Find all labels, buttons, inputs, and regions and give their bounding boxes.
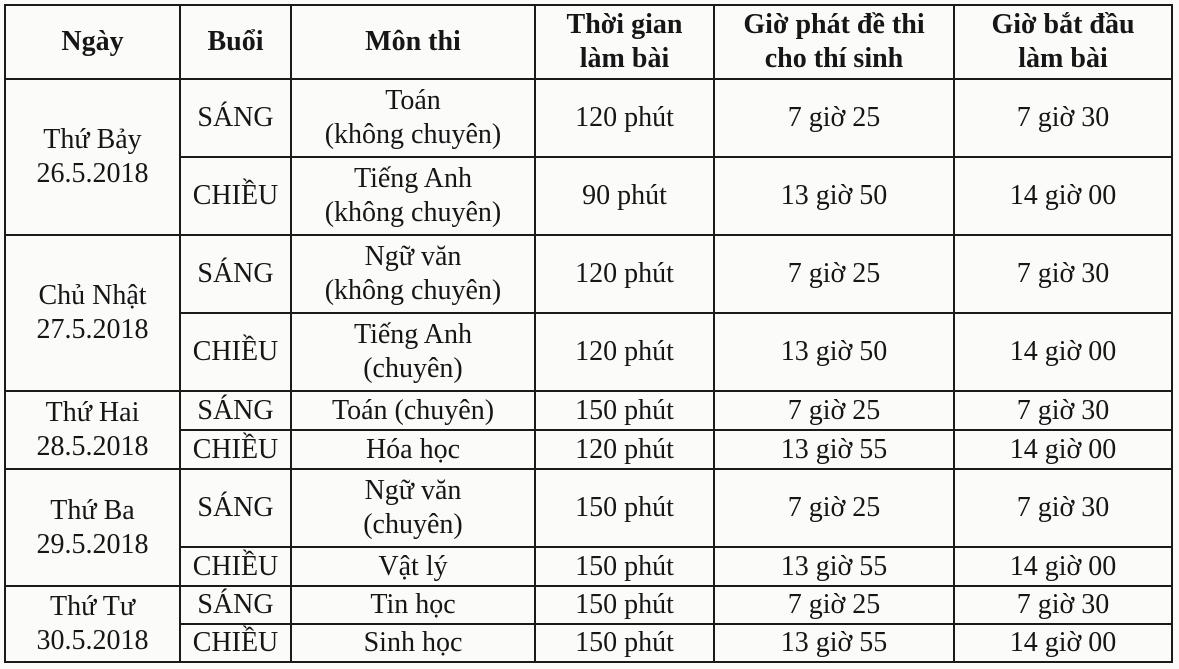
- header-gio-phat: [714, 5, 954, 79]
- header-gio-bat-dau-line2: làm bài: [1018, 43, 1108, 74]
- day-cell: [5, 586, 180, 662]
- duration-cell: 120 phút: [535, 79, 714, 157]
- day-name: Thứ Ba: [50, 494, 135, 526]
- header-gio-bat-dau: [954, 5, 1172, 79]
- day-name: Thứ Hai: [45, 397, 140, 428]
- start-time-cell: 7 giờ 30: [954, 469, 1172, 547]
- day-date: 26.5.2018: [36, 158, 149, 189]
- day-date: 29.5.2018: [36, 528, 149, 560]
- paper-time-cell: 7 giờ 25: [714, 79, 954, 157]
- day-cell: [5, 469, 180, 586]
- session-cell: SÁNG: [180, 586, 291, 624]
- start-time-cell: 14 giờ 00: [954, 313, 1172, 391]
- duration-cell: 90 phút: [535, 157, 714, 235]
- subject-cell: Toán (không chuyên): [291, 79, 535, 157]
- header-gio-bat-dau-line1: Giờ bắt đầu: [991, 9, 1135, 40]
- subject-cell: Toán (chuyên): [291, 391, 535, 430]
- start-time-cell: 7 giờ 30: [954, 235, 1172, 313]
- duration-cell: 150 phút: [535, 586, 714, 624]
- start-time-cell: 14 giờ 00: [954, 157, 1172, 235]
- day-name: Thứ Bảy: [43, 124, 142, 155]
- day-date: 28.5.2018: [36, 431, 149, 462]
- table-row: [5, 547, 1172, 586]
- subject-cell: Tin học: [291, 586, 535, 624]
- session-cell: CHIỀU: [180, 157, 291, 235]
- duration-cell: 120 phút: [535, 313, 714, 391]
- header-thoi-gian: [535, 5, 714, 79]
- start-time-cell: 14 giờ 00: [954, 430, 1172, 469]
- header-gio-phat-line2: cho thí sinh: [764, 43, 904, 74]
- header-gio-phat-line1: Giờ phát đề thi: [743, 9, 925, 40]
- day-name: Chủ Nhật: [38, 280, 147, 311]
- duration-cell: 150 phút: [535, 391, 714, 430]
- duration-cell: 150 phút: [535, 469, 714, 547]
- paper-time-cell: 7 giờ 25: [714, 391, 954, 430]
- day-name: Thứ Tư: [49, 591, 136, 622]
- table-row: [5, 157, 1172, 235]
- session-cell: CHIỀU: [180, 313, 291, 391]
- subject-cell: Vật lý: [291, 547, 535, 586]
- duration-cell: 120 phút: [535, 430, 714, 469]
- session-cell: CHIỀU: [180, 624, 291, 662]
- subject-cell: Tiếng Anh (không chuyên): [291, 157, 535, 235]
- exam-schedule-table: [4, 4, 1173, 663]
- duration-cell: 120 phút: [535, 235, 714, 313]
- table-row: [5, 235, 1172, 313]
- day-date: 30.5.2018: [36, 625, 149, 656]
- start-time-cell: 14 giờ 00: [954, 547, 1172, 586]
- header-buoi: Buổi: [180, 5, 291, 79]
- start-time-cell: 7 giờ 30: [954, 586, 1172, 624]
- start-time-cell: 14 giờ 00: [954, 624, 1172, 662]
- paper-time-cell: 7 giờ 25: [714, 235, 954, 313]
- paper-time-cell: 13 giờ 55: [714, 547, 954, 586]
- paper-time-cell: 13 giờ 50: [714, 313, 954, 391]
- table-row: [5, 79, 1172, 157]
- table-row: [5, 430, 1172, 469]
- session-cell: SÁNG: [180, 391, 291, 430]
- paper-time-cell: 13 giờ 50: [714, 157, 954, 235]
- duration-cell: 150 phút: [535, 624, 714, 662]
- subject-cell: Hóa học: [291, 430, 535, 469]
- day-cell: [5, 235, 180, 391]
- paper-time-cell: 13 giờ 55: [714, 430, 954, 469]
- paper-time-cell: 13 giờ 55: [714, 624, 954, 662]
- header-ngay: Ngày: [5, 5, 180, 79]
- paper-time-cell: 7 giờ 25: [714, 586, 954, 624]
- header-thoi-gian-line1: Thời gian: [566, 9, 683, 40]
- subject-cell: Ngữ văn (không chuyên): [291, 235, 535, 313]
- start-time-cell: 7 giờ 30: [954, 79, 1172, 157]
- paper-time-cell: 7 giờ 25: [714, 469, 954, 547]
- header-thoi-gian-line2: làm bài: [579, 43, 670, 74]
- subject-cell: Tiếng Anh (chuyên): [291, 313, 535, 391]
- session-cell: SÁNG: [180, 235, 291, 313]
- day-cell: [5, 79, 180, 235]
- table-row: [5, 313, 1172, 391]
- subject-cell: Sinh học: [291, 624, 535, 662]
- table-row: [5, 586, 1172, 624]
- session-cell: CHIỀU: [180, 430, 291, 469]
- day-date: 27.5.2018: [36, 314, 149, 345]
- table-row: [5, 469, 1172, 547]
- table-header-row: [5, 5, 1172, 79]
- table-row: [5, 624, 1172, 662]
- day-cell: [5, 391, 180, 469]
- session-cell: SÁNG: [180, 469, 291, 547]
- session-cell: CHIỀU: [180, 547, 291, 586]
- duration-cell: 150 phút: [535, 547, 714, 586]
- header-mon-thi: Môn thi: [291, 5, 535, 79]
- subject-cell: Ngữ văn (chuyên): [291, 469, 535, 547]
- start-time-cell: 7 giờ 30: [954, 391, 1172, 430]
- session-cell: SÁNG: [180, 79, 291, 157]
- table-row: [5, 391, 1172, 430]
